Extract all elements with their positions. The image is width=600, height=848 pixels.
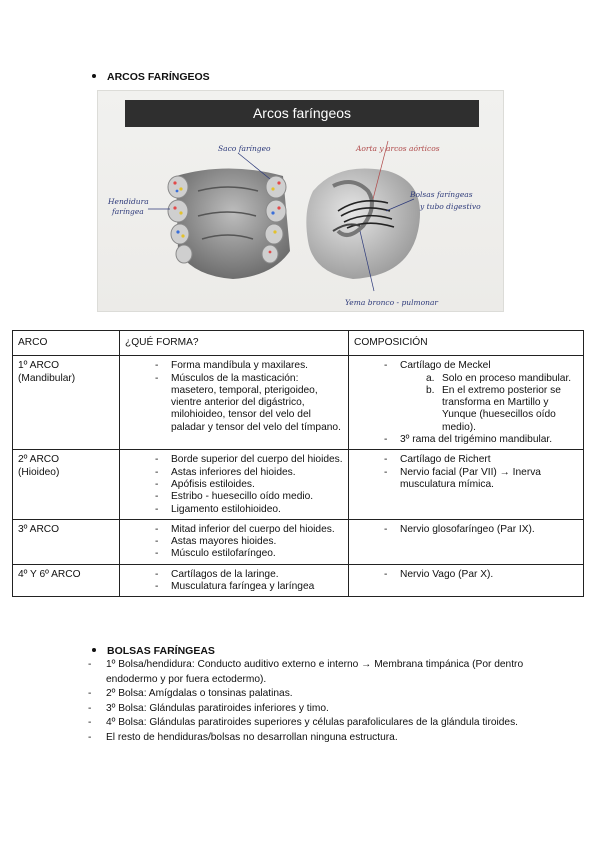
list-item: - Borde superior del cuerpo del hioides.	[155, 454, 343, 466]
list-item: - Nervio facial (Par VII) → Inerva musculatura mímica.	[384, 467, 578, 492]
forma-cell	[120, 450, 349, 519]
sub-marker: b.	[426, 384, 435, 396]
label-saco-faringeo: Saco faríngeo	[218, 144, 271, 153]
list-item: - Nervio glosofaríngeo (Par IX).	[384, 524, 578, 536]
list-item: - El resto de hendiduras/bolsas no desarrollan ninguna estructura.	[88, 731, 528, 746]
arcos-table	[12, 330, 584, 597]
bolsas-list	[88, 658, 528, 746]
composicion-cell	[349, 450, 584, 519]
list-item: - 3º rama del trigémino mandibular.	[384, 434, 578, 446]
composicion-cell	[349, 564, 584, 597]
table-row	[13, 564, 584, 597]
section-heading-bolsas	[92, 645, 215, 657]
arco-cell	[13, 450, 120, 519]
bullet-dot-icon	[92, 74, 96, 78]
list-item: - 3º Bolsa: Glándulas paratiroides inferiores y timo.	[88, 702, 528, 717]
label-bolsas-1: Bolsas faríngeas	[410, 190, 473, 199]
section-title: ARCOS FARÍNGEOS	[107, 71, 210, 83]
forma-cell	[120, 564, 349, 597]
table-row	[13, 450, 584, 519]
list-item: - Mitad inferior del cuerpo del hioides.	[155, 524, 343, 536]
list-item: - Nervio Vago (Par X).	[384, 569, 578, 581]
arco-sublabel: (Hioideo)	[18, 466, 60, 478]
arco-label: 2º ARCO	[18, 454, 60, 466]
list-item: - Cartílagos de la laringe.	[155, 569, 343, 581]
label-bolsas-2: y tubo digestivo	[420, 202, 481, 211]
header-composicion: COMPOSICIÓN	[349, 331, 584, 356]
list-item: - Musculatura faríngea y laríngea	[155, 581, 343, 593]
forma-cell	[120, 356, 349, 450]
label-aorta: Aorta y arcos aórticos	[356, 144, 440, 153]
list-item-text: Cartílago de Meckel	[400, 360, 491, 372]
list-item: - Músculo estilofaríngeo.	[155, 548, 343, 560]
list-item: - Estribo - huesecillo oído medio.	[155, 491, 343, 503]
list-item: - Forma mandíbula y maxilares.	[155, 360, 343, 372]
header-arco: ARCO	[13, 331, 120, 356]
forma-cell	[120, 519, 349, 564]
list-item: - Músculos de la masticación: masetero, temporal, pterigoideo, vientre anterior del digástrico, milohioideo, tensor del velo del paladar y tensor del velo del tímpano.	[155, 373, 343, 434]
list-item: - Apófisis estiloides.	[155, 479, 343, 491]
arco-label: 3º ARCO	[18, 523, 60, 535]
sub-text: En el extremo posterior se transforma en Martillo y Yunque (huesecillos oído medio).	[442, 384, 561, 433]
figure-title: Arcos faríngeos	[125, 100, 479, 127]
list-item: - 4º Bolsa: Glándulas paratiroides superiores y células parafoliculares de la glándula tiroides.	[88, 716, 528, 731]
list-item: - Astas inferiores del hioides.	[155, 467, 343, 479]
sub-item	[426, 385, 578, 434]
arco-label: 1º ARCO	[18, 360, 60, 372]
list-item	[384, 360, 578, 434]
list-item: - 1º Bolsa/hendidura: Conducto auditivo externo e interno → Membrana timpánica (Por dentro endodermo y por fuera ectodermo).	[88, 658, 528, 687]
composicion-cell	[349, 356, 584, 450]
arco-cell	[13, 564, 120, 597]
list-item: - Cartílago de Richert	[384, 454, 578, 466]
composicion-cell	[349, 519, 584, 564]
sub-marker: a.	[426, 372, 435, 384]
arco-label: 4º Y 6º ARCO	[18, 568, 81, 580]
arco-sublabel: (Mandibular)	[18, 372, 76, 384]
section-heading-arcos	[92, 71, 210, 83]
list-item: - 2º Bolsa: Amígdalas o tonsinas palatinas.	[88, 687, 528, 702]
table-header-row	[13, 331, 584, 356]
label-yema: Yema bronco - pulmonar	[345, 298, 438, 307]
arco-cell	[13, 519, 120, 564]
table-row	[13, 356, 584, 450]
list-item: - Ligamento estilohioideo.	[155, 504, 343, 516]
label-hendidura-2: faríngea	[112, 207, 144, 216]
bullet-dot-icon	[92, 648, 96, 652]
arco-cell	[13, 356, 120, 450]
header-forma: ¿QUÉ FORMA?	[120, 331, 349, 356]
list-item: - Astas mayores hioides.	[155, 536, 343, 548]
table-row	[13, 519, 584, 564]
section-title: BOLSAS FARÍNGEAS	[107, 645, 215, 657]
label-hendidura-1: Hendidura	[108, 197, 149, 206]
sub-text: Solo en proceso mandibular.	[442, 372, 572, 384]
sub-item	[426, 373, 578, 385]
